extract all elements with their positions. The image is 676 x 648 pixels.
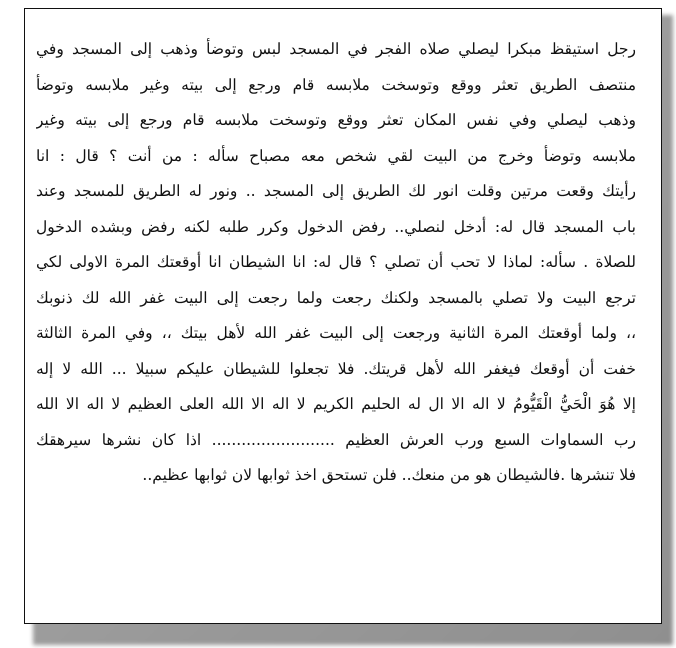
text-line: فلا تنشرها .فالشيطان هو من منعك.. فلن تستحق اخذ ثوابها لان ثوابها عظيم.. <box>142 466 636 484</box>
text-line: رجل استيقظ مبكرا ليصلي صلاه الفجر في المسجد لبس وتوضأ وذهب إلى المسجد وفي <box>36 40 636 58</box>
text-line: منتصف الطريق تعثر ووقع وتوسخت ملابسه قام ورجع إلى بيته وغير ملابسه وتوضأ <box>36 75 636 94</box>
text-line: ،، ولما أوقعتك المرة الثانية ورجعت إلى البيت غفر الله لأهل بيتك ،، وفي المرة الثالثة <box>36 324 636 342</box>
text-line: خفت أن أوقعك فيغفر الله لأهل قريتك. فلا تجعلوا للشيطان عليكم سبيلا ... الله لا إله <box>36 359 636 378</box>
text-line: للصلاة . سأله: لماذا لا تحب أن تصلي ؟ قال له: انا الشيطان انا أوقعتك المرة الاولى لكي <box>36 253 636 271</box>
text-line: ترجع البيت ولا تصلي بالمسجد ولكنك رجعت ولما رجعت إلى البيت غفر الله لك ذنوبك <box>36 288 636 307</box>
text-line: باب المسجد قال له: أدخل لنصلي.. رفض الدخول وكرر طلبه لكنه رفض وبشده الدخول <box>36 217 636 236</box>
document-text <box>36 32 636 494</box>
text-line: ملابسه وتوضأ وخرج من البيت لقي شخص معه مصباح سأله : من أنت ؟ قال : انا <box>36 146 636 165</box>
text-line: رب السماوات السبع ورب العرش العظيم ......................... اذا كان نشرها سيرهقك <box>36 430 636 449</box>
text-line: إلا هُوَ الْحَيُّ الْقَيُّومُ لا اله الا ال له الحليم الكريم لا اله الا الله العلى العظيم لا اله الا الله <box>36 395 636 413</box>
text-line: رأيتك وقعت مرتين وقلت انور لك الطريق إلى المسجد .. ونور له الطريق للمسجد وعند <box>36 182 636 200</box>
text-line: وذهب ليصلي وفي نفس المكان تعثر ووقع وتوسخت ملابسه قام ورجع إلى بيته وغير <box>36 111 636 129</box>
